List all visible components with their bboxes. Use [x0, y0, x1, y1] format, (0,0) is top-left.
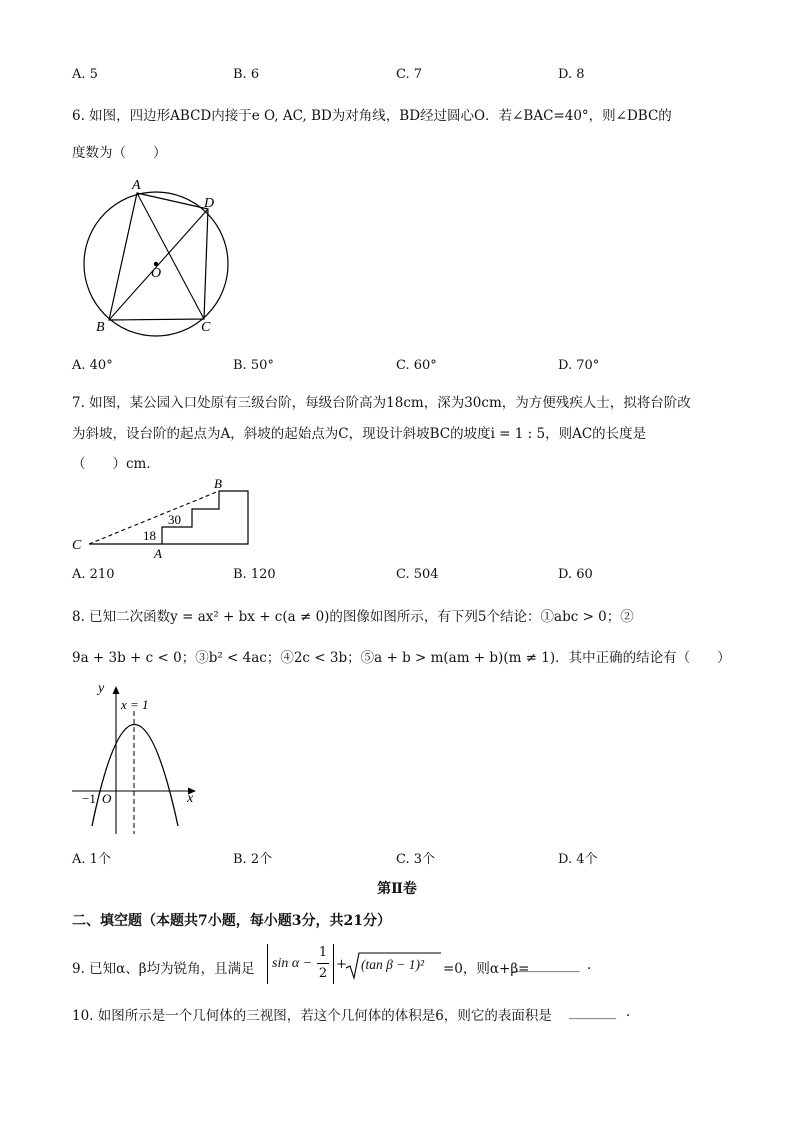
q9-answer-blank[interactable]: __________ — [512, 957, 580, 973]
q8-parabola-figure — [70, 678, 205, 838]
q9-sqrt-body: (tan β − 1)² — [361, 957, 424, 972]
q10-end: . — [626, 1004, 631, 1020]
label-o: O — [151, 266, 162, 281]
option-a: A. 5 — [72, 67, 98, 82]
q9-frac-num: 1 — [318, 945, 328, 960]
label-30: 30 — [168, 512, 181, 527]
q8-option-b: B. 2个 — [233, 852, 273, 867]
section-heading: 二、填空题（本题共7小题，每小题3分，共21分） — [72, 913, 391, 929]
q7-option-a: A. 210 — [72, 567, 115, 582]
label-x: x — [187, 791, 194, 806]
label-b: B — [214, 476, 222, 491]
option-d: D. 8 — [558, 67, 585, 82]
q6-line2: 度数为（ ） — [72, 145, 167, 161]
q10-answer-blank[interactable]: _______ — [569, 1004, 617, 1020]
q7-line2: 为斜坡，设台阶的起点为A，斜坡的起始点为C，现设计斜坡BC的坡度i = 1 : 5，则AC的长度是 — [72, 426, 647, 442]
label-c: C — [72, 538, 82, 553]
q9-prefix: 9. 已知α、β均为锐角，且满足 — [72, 961, 255, 977]
q7-stairs-figure — [68, 474, 258, 562]
q9-frac-bar — [317, 963, 329, 964]
q8-option-a: A. 1个 — [72, 852, 111, 867]
label-axis-eq: x = 1 — [121, 697, 149, 712]
option-b: B. 6 — [233, 67, 260, 82]
q8-line2: 9a + 3b + c < 0；③b² < 4ac；④2c < 3b；⑤a + b > m(am + b)(m ≠ 1)．其中正确的结论有（ ） — [72, 650, 731, 666]
diagonal-bd — [109, 209, 208, 320]
q6-option-a: A. 40° — [72, 358, 113, 373]
quadrilateral-abcd — [109, 193, 208, 320]
q9-frac-den: 2 — [318, 966, 328, 981]
q8-line1: 8. 已知二次函数y = ax² + bx + c(a ≠ 0)的图像如图所示，有下列5个结论：①abc > 0；② — [72, 609, 634, 625]
q6-option-b: B. 50° — [233, 358, 274, 373]
label-c: C — [201, 320, 211, 335]
q7-option-c: C. 504 — [396, 567, 439, 582]
q8-option-d: D. 4个 — [558, 852, 598, 867]
q7-option-b: B. 120 — [233, 567, 276, 582]
q9-plus: + — [336, 957, 347, 972]
abs-bar-right — [333, 944, 334, 984]
label-b: B — [96, 320, 105, 335]
section-title: 第Ⅱ卷 — [377, 881, 417, 897]
abs-bar-left — [267, 944, 268, 984]
q8-option-c: C. 3个 — [396, 852, 436, 867]
q9-suffix: =0，则α+β= — [443, 961, 530, 977]
label-y: y — [98, 681, 105, 696]
q9-sin-text: sin α − — [272, 956, 313, 971]
label-18: 18 — [143, 528, 156, 543]
y-axis-arrow — [113, 686, 120, 694]
label-a: A — [154, 546, 162, 561]
q9-end: . — [587, 957, 592, 973]
q7-line1: 7. 如图，某公园入口处原有三级台阶，每级台阶高为18cm，深为30cm，为方便残疾人士，拟将台阶改 — [72, 395, 691, 411]
q7-line3: （ ）cm． — [72, 456, 160, 472]
label-o: O — [102, 791, 112, 806]
q6-circle-figure — [70, 172, 250, 337]
label-a: A — [132, 178, 141, 193]
q6-line1: 6. 如图，四边形ABCD内接于e O, AC, BD为对角线，BD经过圆心O．若∠BAC=40°，则∠DBC的 — [72, 108, 672, 124]
q10-text: 10. 如图所示是一个几何体的三视图，若这个几何体的体积是6，则它的表面积是 — [72, 1008, 552, 1024]
diagonal-ac — [137, 193, 204, 319]
label-d: D — [204, 196, 215, 211]
q6-option-d: D. 70° — [558, 358, 600, 373]
label-neg1: −1 — [82, 791, 96, 806]
option-c: C. 7 — [396, 67, 423, 82]
q6-option-c: C. 60° — [396, 358, 437, 373]
parabola-curve — [92, 725, 178, 827]
q7-option-d: D. 60 — [558, 567, 593, 582]
